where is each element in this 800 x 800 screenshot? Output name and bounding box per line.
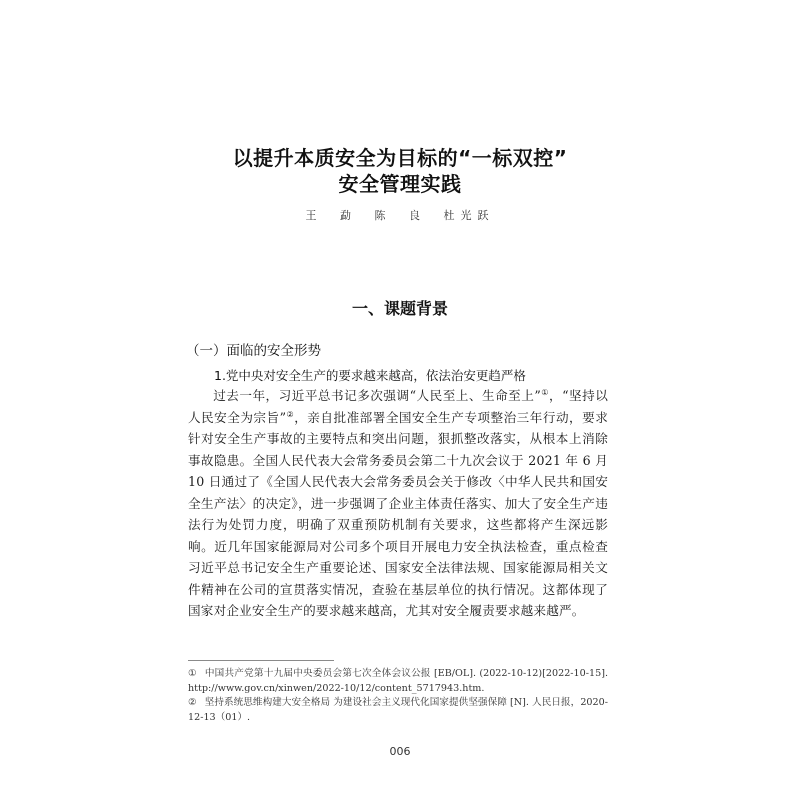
footnote-marker: ②	[188, 697, 197, 708]
article-title-line-1: 以提升本质安全为目标的“一标双控”	[232, 146, 568, 170]
body-text-part-2: ，“坚持以人民安全为宗旨”	[188, 388, 608, 425]
footnote-text: 中国共产党第十九届中央委员会第七次全体会议公报 [EB/OL]. (2022-10-12)[2022-10-15]. http://www.gov.cn/xinwen/2022-10/12/content_5717943.htm.	[188, 668, 608, 694]
body-text-part-3: ，亲自批准部署全国安全生产专项整治三年行动，要求针对安全生产事故的主要特点和突出问题，狠抓整改落实，从根本上消除事故隐患。全国人民代表大会常务委员会第二十九次会议于 2021 年 6 月 10 日通过了《全国人民代表大会常务委员会关于修改〈中华人民共和国安全生产法〉的决定》，进一步强调了企业主体责任落实、加大了安全生产违法行为处罚力度，明确了双重预防机制有关要求，这些都将产生深远影响。近几年国家能源局对公司多个项目开展电力安全执法检查，重点检查习近平总书记安全生产重要论述、国家安全法律法规、国家能源局相关文件精神在公司的宣贯落实情况，查验在基层单位的执行情况。这都体现了国家对企业安全生产的要求越来越高，尤其对安全履责要求越来越严。	[188, 409, 609, 618]
page-number: 006	[389, 745, 411, 758]
authors: 王 勐 陈 良 杜光跃	[305, 209, 495, 222]
body-text-part-1: 过去一年，习近平总书记多次强调“人民至上、生命至上”	[213, 388, 541, 403]
subsection-heading: （一）面临的安全形势	[186, 343, 321, 359]
footnote-reference-1[interactable]: ①	[541, 388, 549, 397]
footnotes	[188, 667, 608, 725]
article-title-line-2: 安全管理实践	[338, 172, 462, 196]
footnote-marker: ①	[188, 668, 197, 679]
section-heading: 一、课题背景	[351, 299, 448, 318]
footnote-reference-2[interactable]: ②	[286, 409, 295, 419]
footnote-divider	[188, 660, 334, 661]
footnote-2	[188, 696, 608, 725]
footnote-1	[188, 667, 608, 696]
footnote-text: 坚持系统思维构建大安全格局 为建设社会主义现代化国家提供坚强保障 [N]. 人民日报，2020-12-13（01）.	[188, 697, 608, 723]
item-heading: 1.党中央对安全生产的要求越来越高，依法治安更趋严格	[214, 368, 526, 383]
body-paragraph	[188, 385, 608, 622]
